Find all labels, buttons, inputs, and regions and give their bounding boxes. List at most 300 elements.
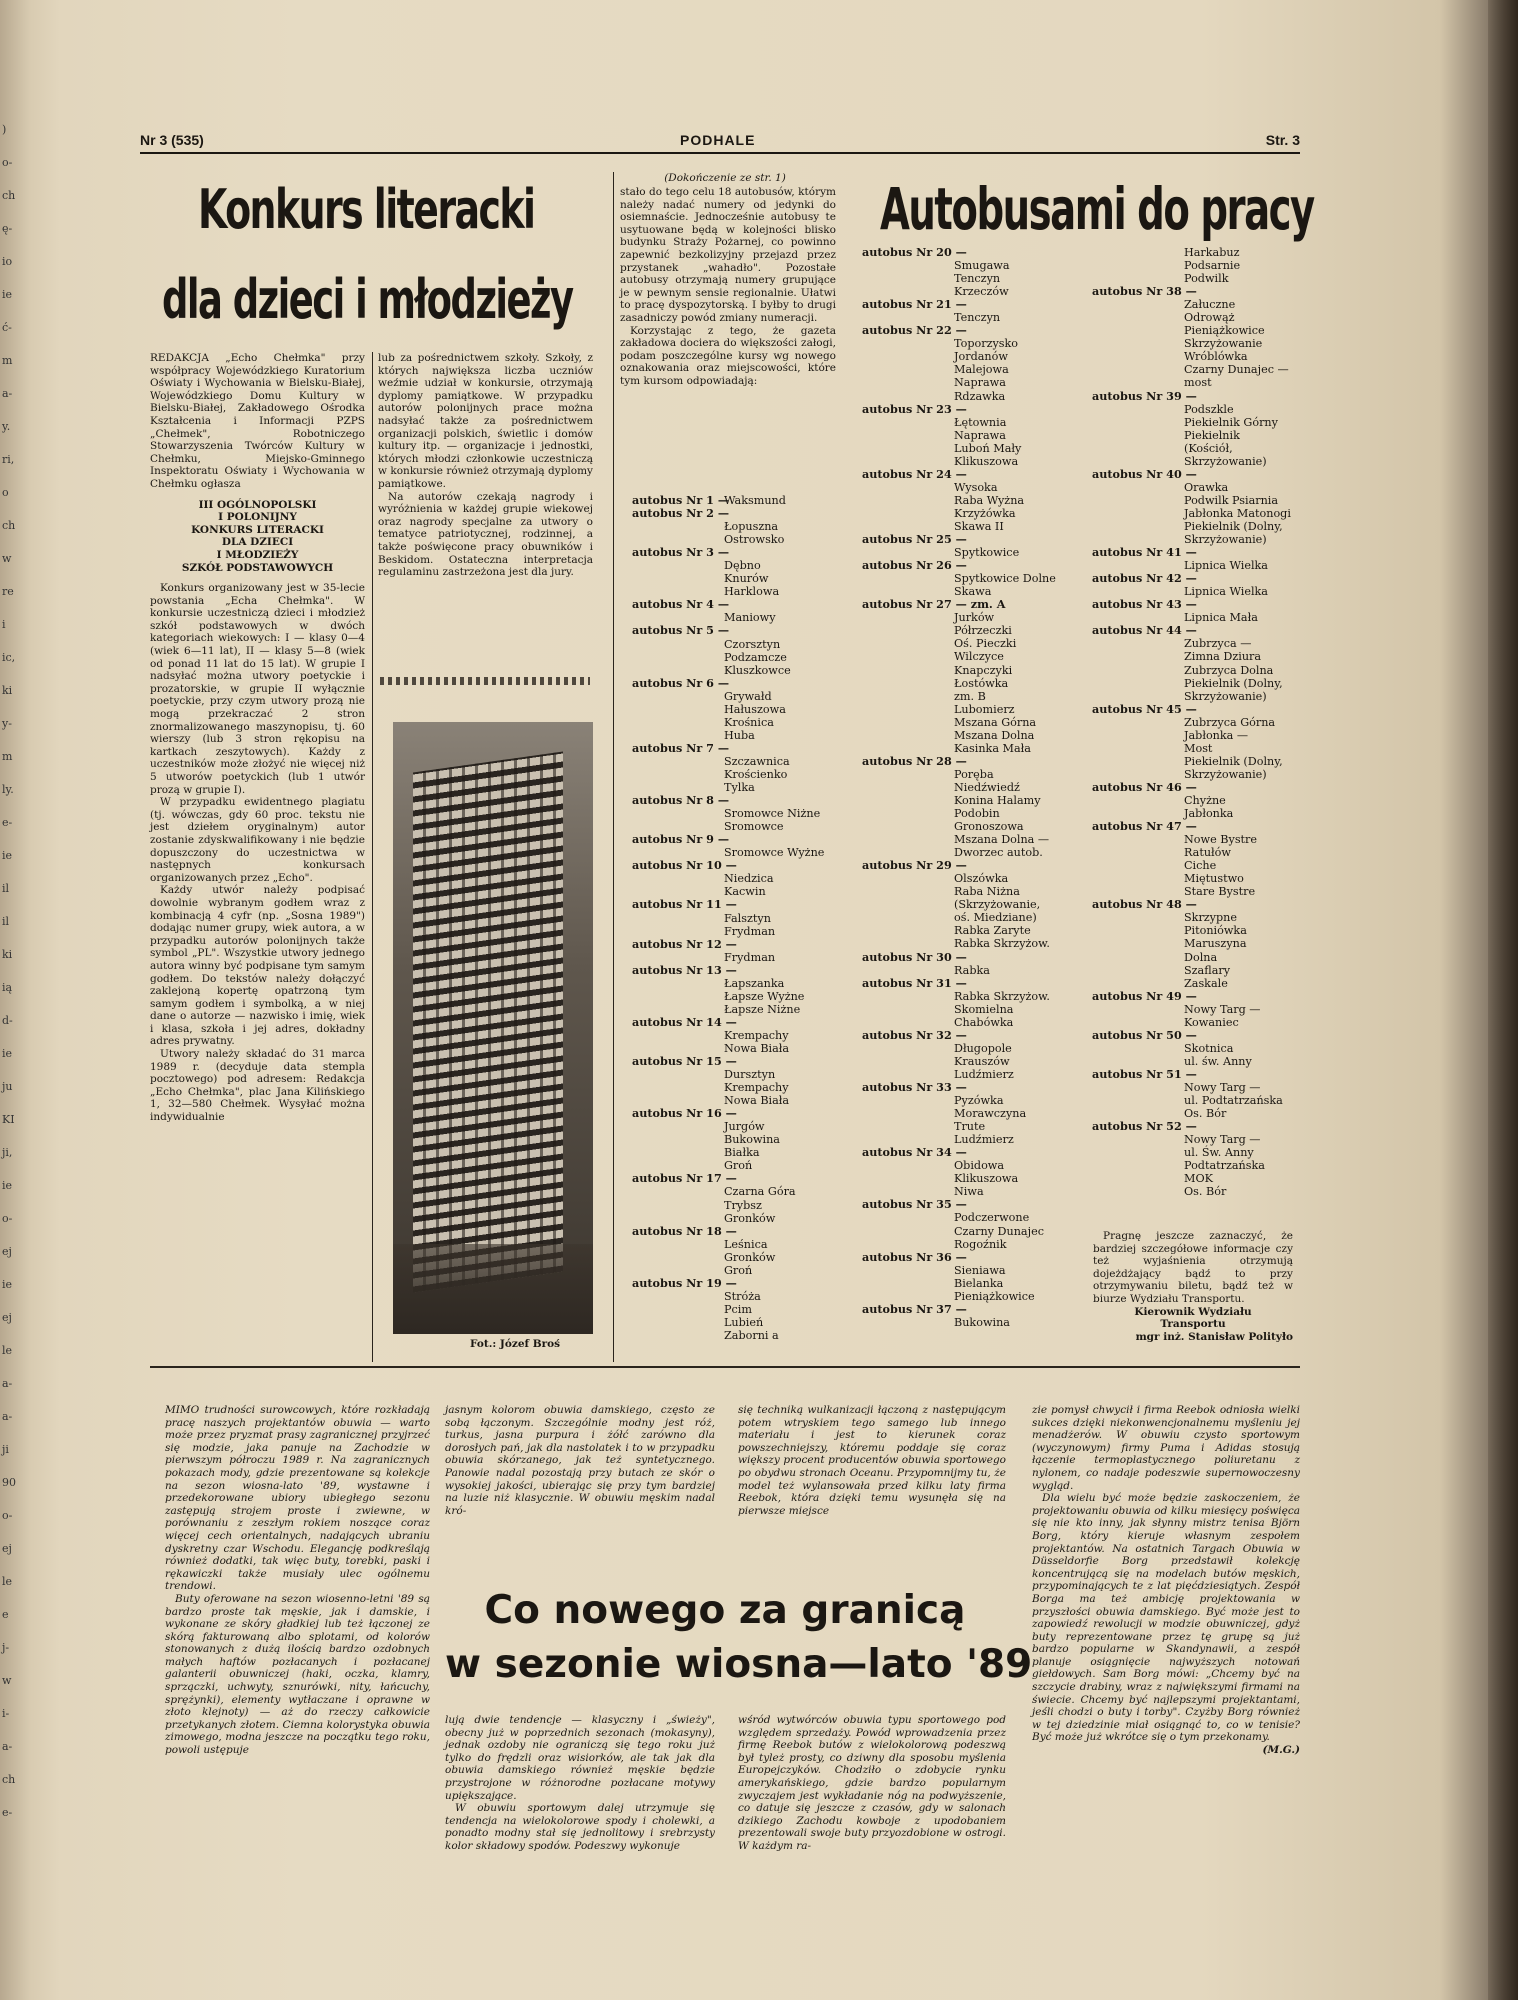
bus-number: autobus Nr 48 — (1092, 897, 1197, 912)
margin-fragment: a- (2, 1740, 13, 1753)
margin-fragment: y- (2, 717, 12, 730)
bus-destination: Zubrzyca — (1184, 637, 1252, 651)
bus-destination: Rogoźnik (954, 1237, 1007, 1251)
page-number: Str. 3 (1265, 132, 1300, 148)
margin-fragment: ie (2, 1047, 13, 1060)
margin-fragment: ie (2, 1278, 13, 1291)
bus-list-row (862, 494, 1077, 507)
bus-number: autobus Nr 14 — (632, 1014, 737, 1029)
bus-number: autobus Nr 10 — (632, 858, 737, 873)
bus-list-row (632, 1055, 852, 1068)
bus-destination: Konina Halamy (954, 793, 1041, 807)
bus-list-row (862, 1107, 1077, 1120)
bus-list-row (862, 1264, 1077, 1277)
bus-destination: Niedźwiedź (954, 780, 1020, 794)
bus-list-row (632, 1003, 852, 1016)
bus-list-row (632, 651, 852, 664)
bus-number: autobus Nr 11 — (632, 897, 737, 912)
bus-number: autobus Nr 8 — (632, 793, 730, 808)
bus-list-row (862, 1003, 1077, 1016)
konkurs-column-2 (378, 352, 593, 579)
bus-destination: Orawka (1184, 480, 1229, 494)
bus-destination: Pcim (724, 1302, 752, 1316)
photo-ground (393, 1244, 593, 1334)
bus-list-row (632, 1316, 852, 1329)
bus-list-row (1092, 964, 1307, 977)
margin-fragment: e- (2, 816, 13, 829)
margin-fragment: o- (2, 156, 13, 169)
bus-destination: Łapsze Niżne (724, 1002, 801, 1016)
bus-number: autobus Nr 47 — (1092, 819, 1197, 834)
bus-list-row (862, 911, 1077, 924)
bus-destination: Podtatrzańska (1184, 1159, 1265, 1173)
masthead (140, 128, 1300, 154)
bus-number: autobus Nr 37 — (862, 1301, 967, 1316)
decorative-divider (380, 677, 590, 685)
bus-list-row (862, 1277, 1077, 1290)
bus-destination: Knurów (724, 572, 769, 586)
bus-list-row (1092, 624, 1307, 637)
bus-destination: Chyżne (1184, 793, 1226, 807)
bus-list-row (862, 507, 1077, 520)
continuation-note: (Dokończenie ze str. 1) (664, 172, 786, 184)
bus-destination: Maruszyna (1184, 937, 1247, 951)
bus-destination: Falsztyn (724, 911, 771, 925)
bus-list-row (632, 742, 852, 755)
signature-dept: Transportu (1160, 1318, 1226, 1331)
signature-name: mgr inż. Stanisław Polityło (1135, 1330, 1293, 1343)
bus-list-row (862, 1198, 1077, 1211)
bus-destination: Łapsze Wyżne (724, 989, 805, 1003)
bus-number: autobus Nr 49 — (1092, 988, 1197, 1003)
bus-list-row (1092, 1120, 1307, 1133)
bus-list-row (862, 650, 1077, 663)
bus-list-row (632, 794, 852, 807)
margin-fragment: j- (2, 1641, 10, 1654)
bus-destination: Gronków (724, 1211, 776, 1225)
bus-number: autobus Nr 45 — (1092, 701, 1197, 716)
bus-list-row (1092, 781, 1307, 794)
fashion-column-3-top (738, 1404, 1006, 1517)
margin-fragment: ie (2, 288, 13, 301)
bus-list-row (1092, 1016, 1307, 1029)
bus-list-row (862, 416, 1077, 429)
bus-destination: Malejowa (954, 363, 1009, 377)
bus-list-row (862, 1081, 1077, 1094)
bus-list-row (1092, 390, 1307, 403)
bus-list-row (862, 1316, 1077, 1329)
bus-number: autobus Nr 50 — (1092, 1027, 1197, 1042)
bus-list-row (862, 624, 1077, 637)
bus-destination: Naprawa (954, 376, 1006, 390)
bus-destination: Półrzeczki (954, 624, 1012, 638)
margin-fragment: a- (2, 1410, 13, 1423)
bus-list-row (862, 1211, 1077, 1224)
bus-destination: Mszana Górna (954, 715, 1037, 729)
bus-destination: Maniowy (724, 611, 776, 625)
bus-list-row (862, 1042, 1077, 1055)
bus-list-row (1092, 376, 1307, 389)
bus-destination: Jabłonka — (1184, 728, 1249, 742)
margin-fragment: o- (2, 1509, 13, 1522)
margin-fragment: ej (2, 1542, 12, 1555)
bus-number: autobus Nr 4 — (632, 597, 730, 612)
bus-destination: Rabka Skrzyżow. (954, 937, 1050, 951)
bus-destination: Luboń Mały (954, 441, 1022, 455)
bus-list-row (862, 481, 1077, 494)
bus-number: autobus Nr 41 — (1092, 545, 1197, 560)
bus-destination: Sieniawa (954, 1263, 1006, 1277)
bus-destination: Kowaniec (1184, 1015, 1239, 1029)
bus-destination: Chabówka (954, 1015, 1014, 1029)
bus-list-row (862, 977, 1077, 990)
bus-destination: Poręba (954, 767, 994, 781)
fashion-col2-text-c: W obuwiu sportowym dalej utrzymuje się tendencja na wielokolorowe spody i cholewki, a ponadto modny stał się jednolitowy i srebrzysty kolor składowy spodów. Podeszwy wykonuje (445, 1802, 715, 1852)
bus-destination: Dursztyn (724, 1068, 776, 1082)
fashion-column-2-top (445, 1404, 715, 1517)
bus-list-row (1092, 298, 1307, 311)
bus-list-row (632, 951, 852, 964)
bus-list-row (1092, 507, 1307, 520)
margin-fragment: m (2, 750, 13, 763)
fashion-column-4 (1032, 1404, 1300, 1757)
bus-destination: Wróblówka (1184, 350, 1248, 364)
bus-destination: Trute (954, 1120, 986, 1134)
bus-list-row (862, 350, 1077, 363)
bus-list-row (862, 1055, 1077, 1068)
bus-destination: Stare Bystre (1184, 885, 1256, 899)
bus-destination: Nowe Bystre (1184, 833, 1258, 847)
column-rule (613, 172, 614, 1362)
bus-destination: Klikuszowa (954, 1172, 1019, 1186)
fashion-col1-text-b: Buty oferowane na sezon wiosenno-letni '89 są bardzo proste tak męskie, jak i damskie, i wykonane ze skóry gładkiej lub też łączonej ze skórą fakturowaną albo splotami, od kolorów stonowanych z dużą ilością bardzo ozdobnych małych haftów pozłacanych i pozłacanej galanterii obuwniczej (haki, oczka, klamry, sprzączki, uchwyty, sznurówki, nity, łańcuchy, sprężynki), elementy wytłaczane i oprawne w złoto klejnoty) — aż do rzeczy całkowicie przetykanych złotem. Ciemna kolorystyka obuwia zimowego, modna jeszcze na początku tego roku, powoli ustępuje (165, 1592, 430, 1757)
building-photo (393, 722, 593, 1334)
bus-list-row (862, 468, 1077, 481)
bus-list-row (1092, 455, 1307, 468)
bus-list-row (632, 572, 852, 585)
margin-fragment: i- (2, 1707, 10, 1720)
bus-number: autobus Nr 15 — (632, 1054, 737, 1069)
bus-list-row (1092, 337, 1307, 350)
konkurs-col2-paragraph-1: lub za pośrednictwem szkoły. Szkoły, z których największa liczba uczniów weźmie udział w konkursie, otrzymają dyplomy pamiątkowe. W przypadku autorów polonijnych prace można nadsyłać także za pośrednictwem organizacji polskich, świetlic i domów kultury itp. — organizacje i jednostki, których młodzi członkowie uczestniczą w konkursie również otrzymają dyplomy pamiątkowe. (378, 352, 593, 490)
margin-fragment: ju (2, 1080, 13, 1093)
bus-list-row (1092, 1003, 1307, 1016)
bus-destination: Skrzyżowanie (1184, 337, 1263, 351)
bus-number: autobus Nr 46 — (1092, 779, 1197, 794)
bus-number: autobus Nr 30 — (862, 949, 967, 964)
column-rule (372, 352, 373, 1362)
bus-destination: Dębno (724, 559, 761, 573)
bus-list-row (632, 559, 852, 572)
bus-destination: Czarny Dunajec — (1184, 363, 1289, 377)
fashion-col2-text: jasnym kolorom obuwia damskiego, często ze sobą łączonym. Szczególnie modny jest róż, turkus, jasna purpura i żółć zarówno dla dorosłych pań, jak dla nastolatek i to w przypadku obuwia skórzanego, jak też syntetycznego. Panowie nadal pozostają przy butach ze skór o wysokiej jakości, ubierając się przy tym bardziej na luzie niż klasycznie. W obuwiu męskim nadal kró- (445, 1404, 715, 1517)
bus-list-row (862, 833, 1077, 846)
bus-destination: Rabka Zaryte (954, 924, 1031, 938)
bus-destination: Nowa Biała (724, 1041, 790, 1055)
bus-list-row (1092, 324, 1307, 337)
margin-fragment: ch (2, 1773, 16, 1786)
bus-destination: Odrowąż (1184, 311, 1235, 325)
bus-destination: Knapczyki (954, 663, 1013, 677)
bus-number: autobus Nr 19 — (632, 1275, 737, 1290)
bus-number: autobus Nr 21 — (862, 297, 967, 312)
bus-destination: Długopole (954, 1041, 1012, 1055)
bus-destination: Ludźmierz (954, 1133, 1014, 1147)
bus-list-row (862, 455, 1077, 468)
bus-list-row (862, 363, 1077, 376)
bus-number: autobus Nr 34 — (862, 1145, 967, 1160)
bus-list-row (862, 964, 1077, 977)
fashion-headline-1: Co nowego za granicą (484, 1588, 966, 1633)
margin-fragment: o- (2, 1212, 13, 1225)
bus-destination: Podszkle (1184, 402, 1234, 416)
bus-list-row (862, 324, 1077, 337)
margin-fragment: o (2, 486, 9, 499)
margin-fragment: ji (2, 1443, 9, 1456)
bus-destination: Stróża (724, 1289, 761, 1303)
bus-list-row (632, 977, 852, 990)
banner-line: KONKURS LITERACKI (191, 523, 324, 536)
bus-list-row (1092, 416, 1307, 429)
bus-destination: Dworzec autob. (954, 846, 1043, 860)
bus-number: autobus Nr 39 — (1092, 388, 1197, 403)
bus-list-row (1092, 1094, 1307, 1107)
bus-list-row (862, 637, 1077, 650)
bus-list-row (632, 938, 852, 951)
bus-number: autobus Nr 44 — (1092, 623, 1197, 638)
bus-number: autobus Nr 5 — (632, 623, 730, 638)
bus-list-row (632, 964, 852, 977)
bus-destination: most (1184, 376, 1212, 390)
bus-destination: Nowy Targ — (1184, 1133, 1261, 1147)
bus-number: autobus Nr 43 — (1092, 597, 1197, 612)
margin-fragment: KI (2, 1113, 15, 1126)
banner-line: III OGÓLNOPOLSKI (198, 498, 317, 511)
bus-list-row (632, 1290, 852, 1303)
bus-number: autobus Nr 24 — (862, 466, 967, 481)
bus-list-row (862, 820, 1077, 833)
margin-fragment: w (2, 552, 12, 565)
bus-destination: Skawa (954, 585, 992, 599)
bus-destination: Zaskale (1184, 976, 1228, 990)
margin-fragment: ie (2, 1179, 13, 1192)
bus-destination: Tenczyn (954, 311, 1001, 325)
bus-list-row (862, 1238, 1077, 1251)
bus-list-row (632, 716, 852, 729)
margin-fragment: ej (2, 1311, 12, 1324)
bus-list-row (862, 390, 1077, 403)
bus-list-row (862, 807, 1077, 820)
bus-destination: Rdzawka (954, 389, 1006, 403)
bus-list-row (862, 703, 1077, 716)
bus-destination: Szczawnica (724, 754, 790, 768)
bus-destination: Podczerwone (954, 1211, 1030, 1225)
bus-number: autobus Nr 33 — (862, 1080, 967, 1094)
bus-destination: Olszówka (954, 872, 1009, 886)
bus-list-row (1092, 716, 1307, 729)
bus-list-row (1092, 898, 1307, 911)
bus-list-row (632, 925, 852, 938)
bus-destination: Podzamcze (724, 650, 787, 664)
bus-list-row (1092, 246, 1307, 259)
bus-list-row (1092, 285, 1307, 298)
bus-destination: Pitoniówka (1184, 924, 1247, 938)
bus-destination: Skrzyżowanie) (1184, 533, 1267, 547)
margin-fragment: a- (2, 387, 13, 400)
margin-fragment: ć- (2, 321, 12, 334)
bus-list-row (632, 598, 852, 611)
margin-fragment: ie (2, 849, 13, 862)
bus-destination: Most (1184, 741, 1213, 755)
masthead-rule (140, 152, 1300, 154)
bus-number: autobus Nr 12 — (632, 936, 737, 951)
bus-list-row (862, 664, 1077, 677)
bus-list-row (862, 1303, 1077, 1316)
bus-destination: Bielanka (954, 1276, 1004, 1290)
bus-destination: Jordanów (954, 350, 1008, 364)
margin-fragment: i (2, 618, 6, 631)
bus-list-column-3 (1092, 246, 1307, 1198)
bus-list-row (862, 1172, 1077, 1185)
bus-destination: Kluszkowce (724, 663, 791, 677)
fashion-column-1 (165, 1404, 430, 1757)
bus-destination: Lipnica Wielka (1184, 559, 1268, 573)
bus-destination: Łopuszna (724, 520, 779, 534)
bus-destination: Załuczne (1184, 298, 1236, 312)
bus-list-row (862, 259, 1077, 272)
bus-list-row (632, 1238, 852, 1251)
bus-destination: Czarny Dunajec (954, 1224, 1044, 1238)
bus-list-row (1092, 259, 1307, 272)
margin-fragment: ly. (2, 783, 14, 796)
bus-number: autobus Nr 29 — (862, 858, 967, 873)
bus-list-row (632, 1068, 852, 1081)
bus-destination: Zimna Dziura (1184, 650, 1262, 664)
bus-list-row (862, 729, 1077, 742)
bus-destination: Łętownia (954, 415, 1007, 429)
margin-fragment: ę- (2, 222, 13, 235)
bus-list-row (862, 1290, 1077, 1303)
bus-list-row (632, 690, 852, 703)
bus-list-row (632, 729, 852, 742)
bus-number: autobus Nr 7 — (632, 740, 730, 755)
bus-number: autobus Nr 40 — (1092, 466, 1197, 481)
bus-destination: Jurków (954, 611, 995, 625)
bus-destination: Podobin (954, 807, 1000, 821)
bus-list-row (632, 664, 852, 677)
margin-fragment: 90 (2, 1476, 16, 1489)
photo-caption: Fot.: Józef Broś (470, 1338, 561, 1350)
bus-list-row (1092, 1146, 1307, 1159)
bus-list-row (862, 403, 1077, 416)
bus-list-row (632, 872, 852, 885)
bus-destination: Skrzyżowanie) (1184, 454, 1267, 468)
bus-destination: Niwa (954, 1185, 984, 1199)
bus-list-row (1092, 598, 1307, 611)
bus-list-row (1092, 637, 1307, 650)
bus-list-row (632, 755, 852, 768)
bus-list-row (1092, 742, 1307, 755)
bus-destination: ul. Św. Anny (1184, 1146, 1254, 1160)
bus-list-row (632, 1146, 852, 1159)
bus-list-row (1092, 768, 1307, 781)
bus-destination: Ludźmierz (954, 1067, 1014, 1081)
bus-destination: Zubrzyca Górna (1184, 715, 1276, 729)
bus-list-row (862, 690, 1077, 703)
bus-destination: Krościenko (724, 767, 788, 781)
bus-destination: Skotnica (1184, 1041, 1234, 1055)
bus-list-row (862, 559, 1077, 572)
bus-destination: Leśnica (724, 1237, 768, 1251)
bus-list-row (862, 1016, 1077, 1029)
bus-destination: Nowa Biała (724, 1094, 790, 1108)
bus-list-row (632, 1172, 852, 1185)
bus-list-row (1092, 911, 1307, 924)
bus-list-row (862, 872, 1077, 885)
bus-destination: Podwilk Psiarnia (1184, 493, 1279, 507)
bus-number: autobus Nr 22 — (862, 323, 967, 338)
bus-list-row (1092, 1159, 1307, 1172)
bus-list-row (862, 859, 1077, 872)
bus-list-row (1092, 1081, 1307, 1094)
bus-destination: (Kościół, (1184, 441, 1233, 455)
margin-fragment: ią (2, 981, 13, 994)
bus-destination: Lubomierz (954, 702, 1015, 716)
bus-destination: Oś. Pieczki (954, 637, 1017, 651)
bus-list-row (1092, 977, 1307, 990)
margin-fragment: ki (2, 948, 13, 961)
bus-list-row (632, 833, 852, 846)
margin-fragment: re (2, 585, 14, 598)
bus-list-row (1092, 846, 1307, 859)
autobus-intro (620, 186, 836, 388)
margin-fragment: le (2, 1575, 13, 1588)
bus-number: autobus Nr 52 — (1092, 1119, 1197, 1134)
bus-list-row (1092, 468, 1307, 481)
konkurs-intro: REDAKCJA „Echo Chełmka" przy współpracy Wojewódzkiego Kuratorium Oświaty i Wychowania w Bielsku-Białej, Wojewódzkiego Domu Kultury w Bielsku-Białej, Zakładowego Ośrodka Kształcenia i Informacji PZPS „Chełmek", Robotniczego Stowarzyszenia Twórców Kultury w Chełmku, Miejsko-Gminnego Inspektoratu Oświaty i Wychowania w Chełmku ogłasza (150, 352, 365, 490)
fashion-column-2-bottom (445, 1714, 715, 1853)
bus-number: autobus Nr 3 — (632, 545, 730, 560)
bus-destination: Piekielnik (1184, 428, 1240, 442)
bus-list-row (1092, 442, 1307, 455)
bus-list-row (632, 624, 852, 637)
bus-list-row (632, 1277, 852, 1290)
bus-list-row (1092, 494, 1307, 507)
bus-list-row (632, 898, 852, 911)
bus-number: autobus Nr 2 — (632, 506, 730, 521)
bus-list-row (862, 990, 1077, 1003)
bus-destination: Krzyżówka (954, 506, 1016, 520)
bus-list-row (632, 1329, 852, 1342)
bus-destination: Spytkowice Dolne (954, 572, 1056, 586)
bus-list-row (1092, 729, 1307, 742)
bus-list-row (862, 429, 1077, 442)
bus-destination: Wilczyce (954, 650, 1004, 664)
autobus-closing (1093, 1230, 1293, 1343)
bus-destination: ul. Podtatrzańska (1184, 1094, 1283, 1108)
bus-destination: Nowy Targ — (1184, 1081, 1261, 1094)
bus-list-row (632, 1212, 852, 1225)
bus-list-row (862, 768, 1077, 781)
bus-list-row (862, 677, 1077, 690)
bus-destination: Krzeczów (954, 285, 1009, 299)
bus-list-row (862, 272, 1077, 285)
bus-destination: Niedzica (724, 872, 774, 886)
bus-destination: Jabłonka Matonogi (1184, 506, 1291, 520)
signature-title: Kierownik Wydziału (1134, 1305, 1252, 1318)
bus-list-row (862, 781, 1077, 794)
bus-list-row (862, 885, 1077, 898)
